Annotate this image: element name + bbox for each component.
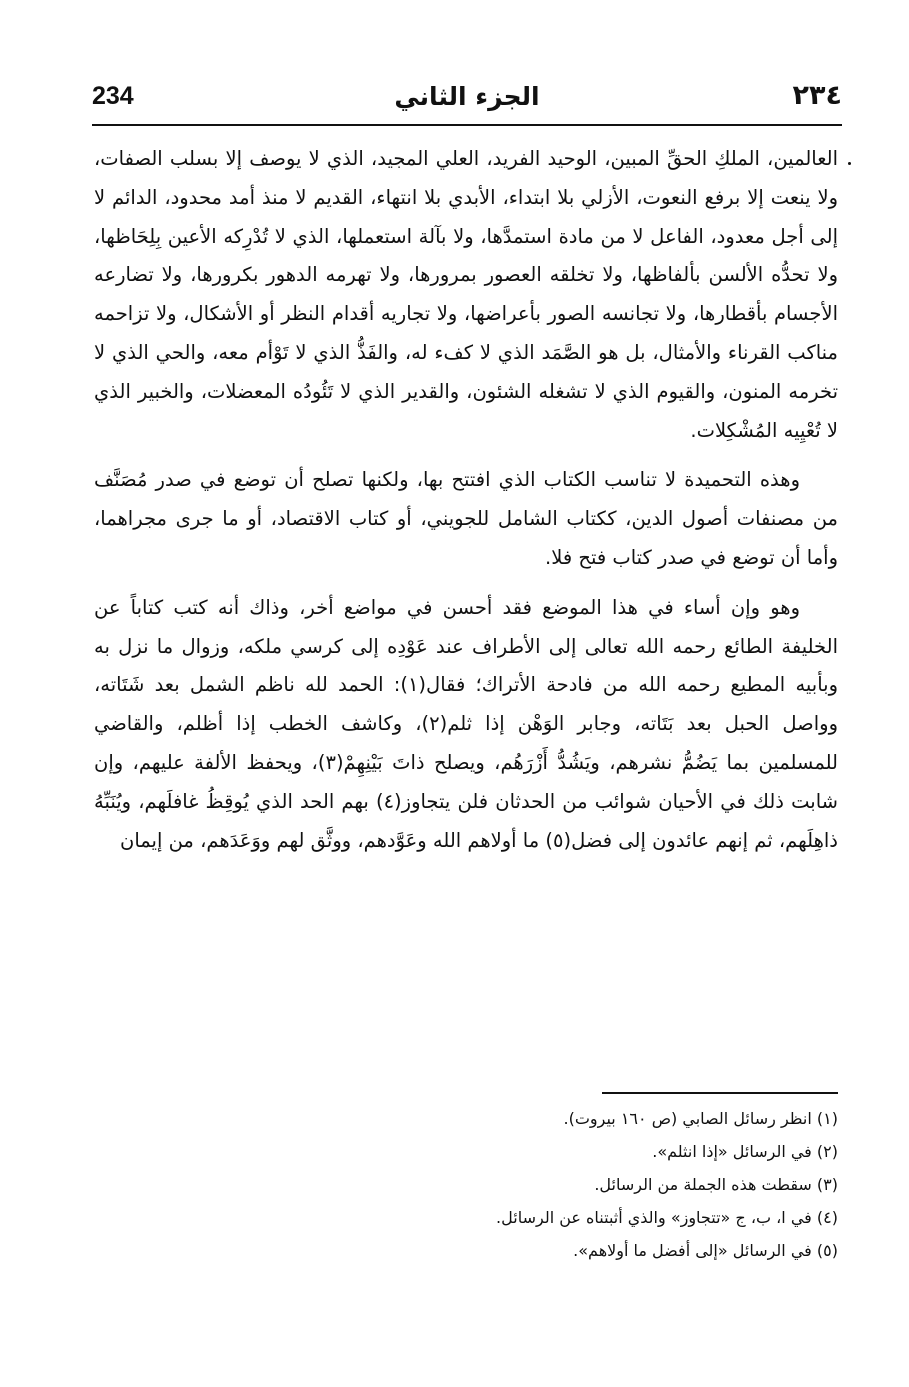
page-number-arabic: ٢٣٤	[792, 80, 842, 111]
page-number-latin: 234	[92, 82, 134, 110]
footnote-separator	[602, 1092, 838, 1094]
footnotes	[330, 1102, 838, 1267]
paragraph-3: وهو وإن أساء في هذا الموضع فقد أحسن في مواضع أخر، وذاك أنه كتب كتاباً عن الخليفة الطائع رحمه الله تعالى إلى الأطراف عند عَوْدِه إلى كرسي ملكه، وزوال ما نزل به وبأبيه المطيع رحمه الله من فادحة الأتراك؛ فقال(١): الحمد لله ناظم الشمل بعد شَتَاته، وواصل الحبل بعد بَتَاته، وجابر الوَهْن إذا ثلم(٢)، وكاشف الخطب إذا أظلم، والقاضي للمسلمين بما يَضُمُّ نشرهم، ويَشُدُّ أَزْرَهُم، ويصلح ذاتَ بَيْنِهِمْ(٣)، ويحفظ الألفة عليهم، وإن شابت ذلك في الأحيان شوائب من الحدثان فلن يتجاوز(٤) بهم الحد الذي يُوقِظُ غافلَهم، ويُنَبِّهُ ذاهِلَهم، ثم إنهم عائدون إلى فضل(٥) ما أولاهم الله وعَوَّدهم، ووثَّق لهم ووَعَدَهم، من إيمان	[94, 595, 838, 852]
footnote-2: (٢) في الرسائل «إذا انثلم».	[652, 1142, 838, 1161]
main-text	[94, 140, 838, 860]
margin-dot	[848, 162, 851, 165]
header-rule	[92, 124, 842, 126]
footnote-1: (١) انظر رسائل الصابي (ص ١٦٠ بيروت).	[563, 1109, 838, 1128]
running-title: الجزء الثاني	[394, 82, 540, 111]
paragraph-2: وهذه التحميدة لا تناسب الكتاب الذي افتتح بها، ولكنها تصلح أن توضع في صدر مُصَنَّف من مصنفات أصول الدين، ككتاب الشامل للجويني، أو كتاب الاقتصاد، أو ما جرى مجراهما، وأما أن توضع في صدر كتاب فتح فلا.	[94, 468, 838, 569]
footnote-5: (٥) في الرسائل «إلى أفضل ما أولاهم».	[573, 1241, 838, 1260]
footnote-3: (٣) سقطت هذه الجملة من الرسائل.	[594, 1175, 838, 1194]
paragraph-1: العالمين، الملكِ الحقِّ المبين، الوحيد الفريد، العلي المجيد، الذي لا يوصف إلا بسلب الصفات، ولا ينعت إلا برفع النعوت، الأزلي بلا ابتداء، الأبدي بلا انتهاء، القديم لا منذ أمد محدود، الدائم لا إلى أجل معدود، الفاعل لا من مادة استمدَّها، ولا بآلة استعملها، الذي لا تُدْرِكه الأعين بِلِحَاظها، ولا تحدُّه الألسن بألفاظها، ولا تخلقه العصور بمرورها، ولا تهرمه الدهور بكرورها، ولا تضارعه الأجسام بأقطارها، ولا تجانسه الصور بأعراضها، ولا تجاريه أقدام النظر أو الأشكال، ولا تزاحمه مناكب القرناء والأمثال، بل هو الصَّمَد الذي لا كفء له، والفَذُّ الذي لا تَوْأم معه، والحي الذي لا تخرمه المنون، والقيوم الذي لا تشغله الشئون، والقدير الذي لا تَئُودُه المعضلات، والخبير الذي لا تُعْيِيه المُشْكِلات.	[94, 147, 838, 442]
footnote-4: (٤) في ا، ب، ج «تتجاوز» والذي أثبتناه عن الرسائل.	[496, 1208, 838, 1227]
page-header	[92, 74, 842, 126]
